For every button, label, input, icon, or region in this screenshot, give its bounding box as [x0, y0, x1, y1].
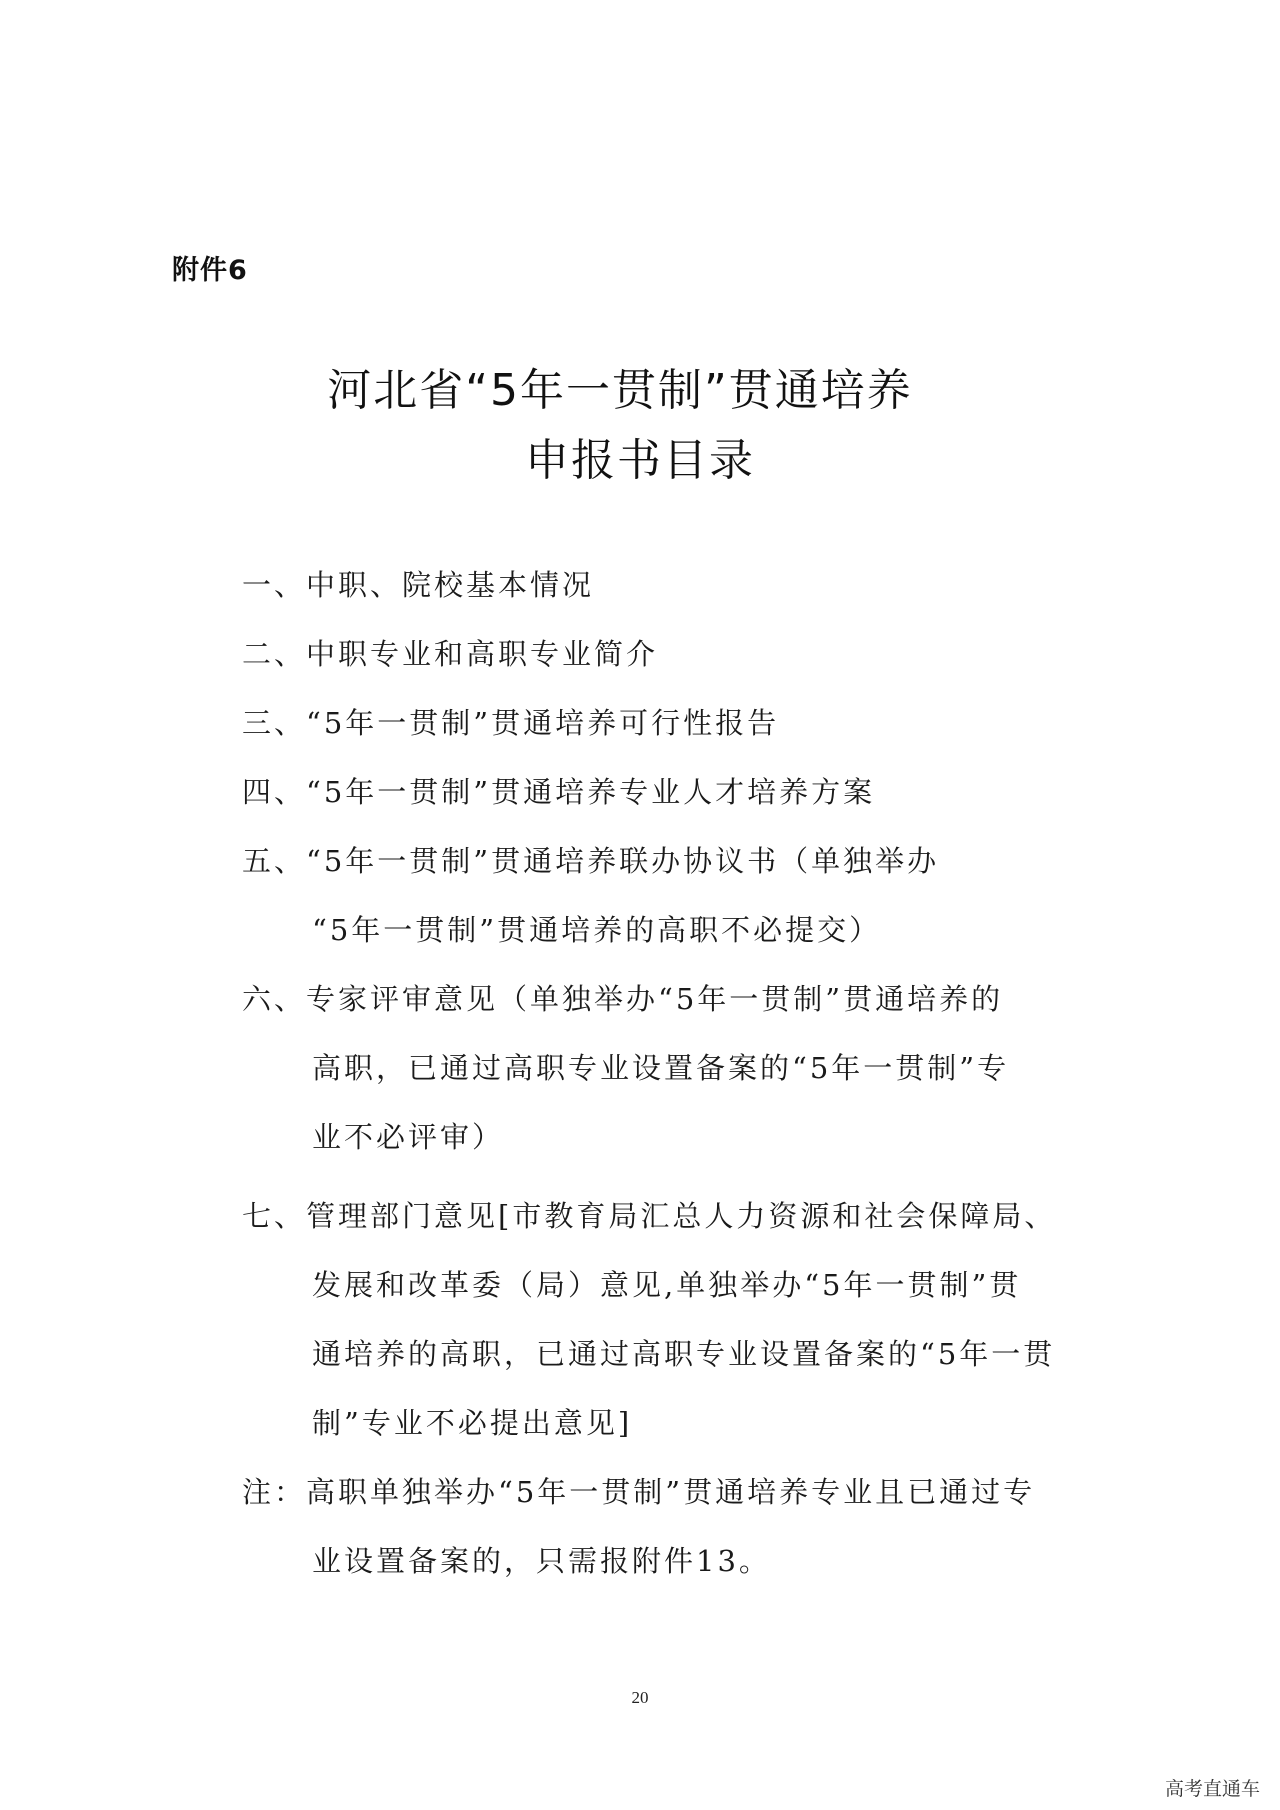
toc-item-7-line-1: 七、管理部门意见[市教育局汇总人力资源和社会保障局、 — [242, 1199, 1057, 1233]
toc-item-5-line-1: 五、“5年一贯制”贯通培养联办协议书（单独举办 — [242, 844, 940, 878]
toc-item-7-line-4: 制”专业不必提出意见] — [312, 1406, 633, 1440]
document-title-line-1: 河北省“5年一贯制”贯通培养 — [327, 365, 913, 416]
toc-item-2: 二、中职专业和高职专业简介 — [242, 637, 659, 671]
note-line-1: 注：高职单独举办“5年一贯制”贯通培养专业且已通过专 — [242, 1475, 1036, 1509]
page-number: 20 — [631, 1688, 649, 1707]
document-title-line-2: 申报书目录 — [525, 435, 755, 486]
toc-item-1: 一、中职、院校基本情况 — [242, 568, 595, 602]
note-line-2: 业设置备案的，只需报附件13。 — [312, 1544, 771, 1578]
watermark-text: 高考直通车 — [1164, 1778, 1260, 1800]
toc-item-3: 三、“5年一贯制”贯通培养可行性报告 — [242, 706, 780, 740]
toc-item-6-line-3: 业不必评审） — [312, 1120, 505, 1154]
toc-item-6-line-2: 高职，已通过高职专业设置备案的“5年一贯制”专 — [312, 1051, 1010, 1085]
toc-item-6-line-1: 六、专家评审意见（单独举办“5年一贯制”贯通培养的 — [242, 982, 1004, 1016]
toc-item-7-line-3: 通培养的高职，已通过高职专业设置备案的“5年一贯 — [312, 1337, 1056, 1371]
toc-item-5-line-2: “5年一贯制”贯通培养的高职不必提交） — [312, 913, 882, 947]
toc-item-7-line-2: 发展和改革委（局）意见,单独举办“5年一贯制”贯 — [312, 1268, 1022, 1302]
toc-item-4: 四、“5年一贯制”贯通培养专业人才培养方案 — [242, 775, 876, 809]
attachment-label: 附件6 — [172, 255, 248, 286]
